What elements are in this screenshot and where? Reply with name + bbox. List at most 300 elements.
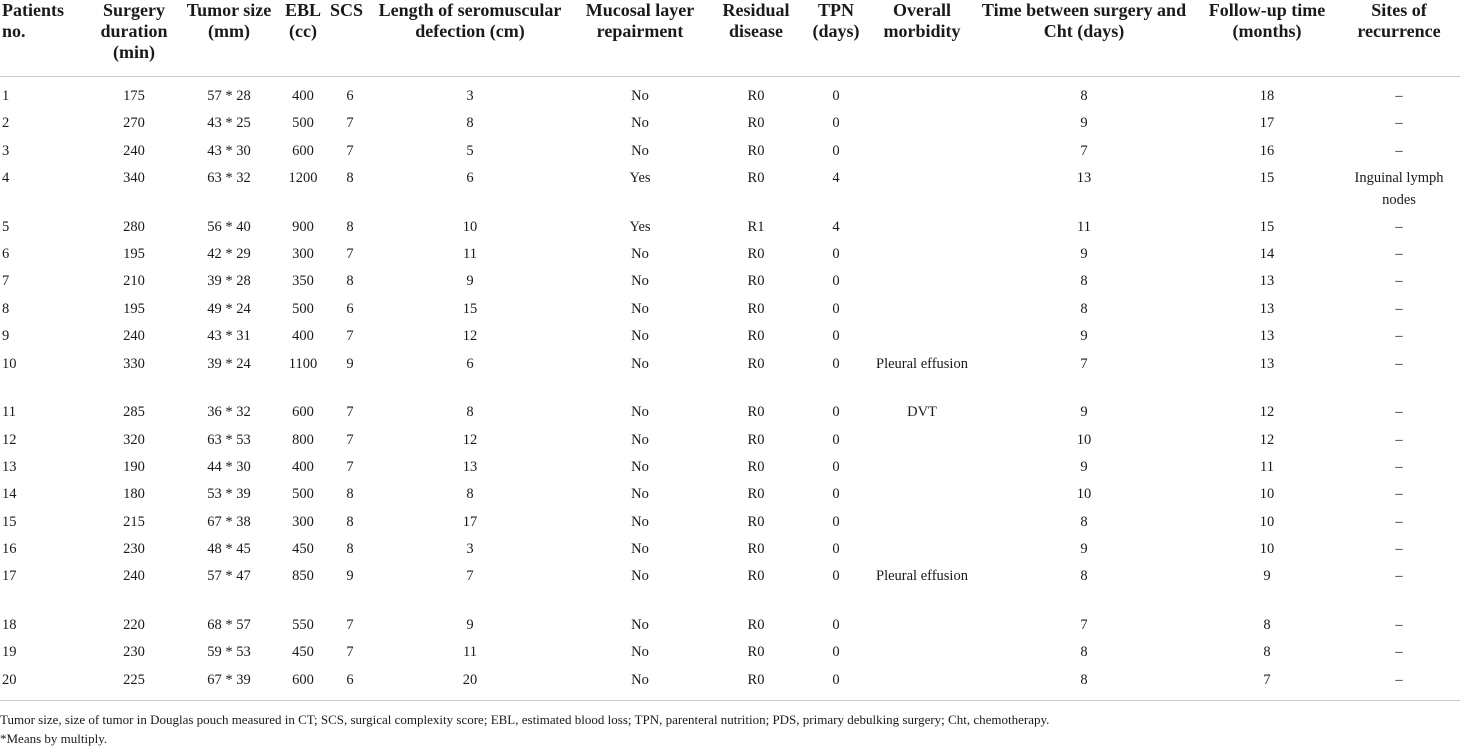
table-footnotes: [0, 710, 1460, 748]
table-cell: 15: [2, 513, 17, 530]
table-cell: 7: [346, 142, 354, 159]
table-cell: 0: [832, 88, 840, 104]
table-cell: [872, 299, 972, 326]
table-cell: 0: [832, 513, 840, 530]
table-cell: 6: [346, 300, 354, 317]
table-row: [0, 354, 1460, 403]
table-cell: 0: [832, 246, 840, 263]
table-cell: 215: [123, 513, 145, 530]
table-cell: [872, 512, 972, 539]
table-cell: R0: [747, 616, 765, 633]
table-cell: No: [631, 115, 649, 132]
table-cell: 12: [1259, 431, 1275, 448]
table-cell: 0: [832, 115, 840, 132]
table-cell: 63 * 32: [207, 170, 251, 187]
table-cell: 59 * 53: [207, 644, 251, 661]
table-cell: 500: [292, 486, 314, 503]
table-cell: 600: [292, 671, 314, 688]
table-cell: 43 * 31: [207, 328, 251, 345]
table-cell: 14: [1259, 246, 1275, 263]
table-cell: R0: [747, 115, 765, 132]
table-cell: 11: [463, 246, 477, 263]
table-cell: 8: [1080, 273, 1088, 290]
table-cell: Inguinal lymph nodes: [1354, 170, 1444, 208]
table-row: [0, 642, 1460, 669]
table-cell: [872, 244, 972, 271]
table-cell: 8: [346, 486, 354, 503]
table-cell: [872, 484, 972, 511]
table-row: [0, 670, 1460, 700]
table-cell: –: [1395, 458, 1403, 475]
header-surgery-duration: Surgery duration (min): [100, 0, 168, 62]
header-patients-no: Patients no.: [2, 0, 64, 41]
table-cell: 7: [1263, 671, 1271, 688]
header-tpn: TPN (days): [812, 0, 860, 41]
table-row: [0, 566, 1460, 615]
table-cell: 8: [346, 170, 354, 187]
table-cell: 0: [832, 671, 840, 688]
table-cell: 4: [832, 170, 840, 187]
header-tumor-size: Tumor size (mm): [186, 0, 272, 41]
table-cell: 9: [1080, 541, 1088, 558]
table-cell: 500: [292, 115, 314, 132]
table-cell: 14: [2, 486, 17, 503]
table-cell: 11: [1077, 218, 1091, 235]
table-cell: R0: [747, 142, 765, 159]
table-cell: 1200: [288, 170, 318, 187]
table-cell: 340: [123, 170, 145, 187]
table-cell: [872, 271, 972, 298]
table-cell: 15: [462, 300, 478, 317]
table-cell: [872, 430, 972, 457]
table-cell: 18: [2, 616, 17, 633]
table-cell: 17: [2, 568, 17, 585]
table-cell: 8: [346, 218, 354, 235]
table-cell: 8: [346, 513, 354, 530]
table-cell: [872, 670, 972, 700]
header-seromuscular-length: Length of seromuscular defection (cm): [378, 0, 562, 41]
table-cell: No: [631, 644, 649, 661]
table-cell: –: [1395, 541, 1403, 558]
table-cell: 9: [2, 328, 10, 345]
table-cell: 600: [292, 142, 314, 159]
table-cell: 1100: [288, 355, 318, 372]
table-cell: 7: [346, 404, 354, 421]
table-cell: Yes: [629, 170, 651, 187]
table-cell: 8: [1080, 88, 1088, 104]
table-cell: 13: [1259, 273, 1275, 290]
table-cell: 0: [832, 431, 840, 448]
table-cell: 0: [832, 404, 840, 421]
spacer-row: [0, 76, 1460, 86]
table-cell: 0: [832, 355, 840, 372]
table-cell: No: [631, 246, 649, 263]
table-cell: R0: [747, 513, 765, 530]
table-cell: No: [631, 568, 649, 585]
table-cell: 13: [462, 458, 478, 475]
table-cell: Pleural effusion: [876, 355, 968, 372]
table-cell: 9: [1080, 246, 1088, 263]
table-row: [0, 457, 1460, 484]
table-cell: [872, 457, 972, 484]
table-cell: No: [631, 355, 649, 372]
table-cell: 17: [462, 513, 478, 530]
table-cell: 6: [346, 88, 354, 104]
table-cell: 7: [1080, 355, 1088, 372]
table-cell: –: [1395, 300, 1403, 317]
table-cell: 5: [466, 142, 474, 159]
table-cell: No: [631, 513, 649, 530]
table-cell: 0: [832, 541, 840, 558]
table-cell: 43 * 25: [207, 115, 251, 132]
table-cell: 36 * 32: [207, 404, 251, 421]
table-cell: 7: [346, 644, 354, 661]
table-bottom-rule: [0, 700, 1460, 701]
table-cell: 8: [1080, 568, 1088, 585]
table-cell: No: [631, 273, 649, 290]
table-cell: No: [631, 300, 649, 317]
table-cell: R0: [747, 431, 765, 448]
table-cell: No: [631, 616, 649, 633]
table-cell: 3: [2, 142, 10, 159]
table-cell: 900: [292, 218, 314, 235]
table-cell: No: [631, 142, 649, 159]
table-cell: 20: [462, 671, 478, 688]
table-cell: 600: [292, 404, 314, 421]
table-row: [0, 430, 1460, 457]
table-cell: 12: [462, 431, 478, 448]
table-cell: 9: [1263, 568, 1271, 585]
table-cell: 4: [2, 170, 10, 187]
table-cell: 9: [466, 273, 474, 290]
table-body: [0, 76, 1460, 700]
table-cell: 300: [292, 246, 314, 263]
table-cell: 11: [1260, 458, 1274, 475]
table-cell: 67 * 39: [207, 671, 251, 688]
table-cell: Yes: [629, 218, 651, 235]
table-cell: 8: [1263, 644, 1271, 661]
table-cell: [872, 86, 972, 113]
table-cell: 0: [832, 644, 840, 661]
header-recurrence-sites: Sites of recurrence: [1357, 0, 1441, 41]
table-cell: 0: [832, 300, 840, 317]
footnote-abbreviations: Tumor size, size of tumor in Douglas pouch measured in CT; SCS, surgical complexity score; EBL, estimated blood loss; TPN, parenteral nutrition; PDS, primary debulking surgery; Cht, chemotherapy.: [0, 712, 1050, 727]
table-row: [0, 539, 1460, 566]
table-cell: 210: [123, 273, 145, 290]
table-cell: [872, 141, 972, 168]
header-scs: SCS: [330, 0, 364, 20]
table-cell: 7: [346, 616, 354, 633]
table-cell: 7: [1080, 616, 1088, 633]
table-cell: 240: [123, 142, 145, 159]
spacer-cell: [0, 76, 1460, 86]
table-row: [0, 86, 1460, 113]
table-cell: 240: [123, 328, 145, 345]
table-row: [0, 402, 1460, 429]
table-cell: 48 * 45: [207, 541, 251, 558]
table-cell: [872, 326, 972, 353]
table-cell: 230: [123, 541, 145, 558]
table-cell: –: [1395, 671, 1403, 688]
table-cell: 13: [1076, 170, 1092, 187]
header-time-to-cht: Time between surgery and Cht (days): [981, 0, 1187, 41]
header-row: [0, 0, 1460, 76]
table-cell: 10: [1259, 513, 1275, 530]
table-row: [0, 271, 1460, 298]
table-row: [0, 326, 1460, 353]
table-cell: 0: [832, 458, 840, 475]
table-cell: 11: [463, 644, 477, 661]
table-cell: 400: [292, 328, 314, 345]
table-cell: 7: [466, 568, 474, 585]
table-cell: [872, 113, 972, 140]
table-cell: 7: [346, 431, 354, 448]
table-cell: R0: [747, 568, 765, 585]
table-cell: 9: [1080, 404, 1088, 421]
table-cell: R1: [747, 218, 765, 235]
table-cell: 9: [1080, 328, 1088, 345]
table-cell: –: [1395, 115, 1403, 132]
table-cell: No: [631, 671, 649, 688]
table-cell: R0: [747, 486, 765, 503]
table-cell: Pleural effusion: [876, 568, 968, 585]
table-cell: 400: [292, 88, 314, 104]
table-cell: R0: [747, 404, 765, 421]
table-cell: R0: [747, 88, 765, 104]
table-cell: 39 * 28: [207, 273, 251, 290]
table-cell: 800: [292, 431, 314, 448]
table-cell: 300: [292, 513, 314, 530]
table-cell: R0: [747, 300, 765, 317]
table-cell: 63 * 53: [207, 431, 251, 448]
table-cell: 39 * 24: [207, 355, 251, 372]
table-cell: 8: [346, 273, 354, 290]
table-row: [0, 113, 1460, 140]
table-cell: –: [1395, 431, 1403, 448]
table-cell: –: [1395, 404, 1403, 421]
table-cell: 15: [1259, 170, 1275, 187]
table-cell: 10: [462, 218, 478, 235]
table-cell: 44 * 30: [207, 458, 251, 475]
table-cell: 8: [466, 486, 474, 503]
table-cell: 400: [292, 458, 314, 475]
header-overall-morbidity: Overall morbidity: [883, 0, 961, 41]
table-cell: –: [1395, 88, 1403, 104]
table-cell: 12: [2, 431, 17, 448]
table-cell: 320: [123, 431, 145, 448]
header-ebl: EBL (cc): [284, 0, 322, 41]
table-cell: 7: [346, 246, 354, 263]
table-cell: 8: [1080, 513, 1088, 530]
table-cell: 9: [1080, 458, 1088, 475]
table-cell: 3: [466, 541, 474, 558]
table-cell: 8: [2, 300, 10, 317]
table-cell: 10: [1259, 486, 1275, 503]
table-cell: 195: [123, 300, 145, 317]
table-row: [0, 299, 1460, 326]
table-cell: 13: [1259, 300, 1275, 317]
table-cell: 450: [292, 644, 314, 661]
table-cell: [872, 642, 972, 669]
table-cell: 180: [123, 486, 145, 503]
table-cell: R0: [747, 273, 765, 290]
table-cell: 11: [2, 404, 16, 421]
header-residual-disease: Residual disease: [722, 0, 790, 41]
table-cell: 67 * 38: [207, 513, 251, 530]
table-cell: 9: [346, 568, 354, 585]
table-cell: 6: [346, 671, 354, 688]
table-cell: 16: [2, 541, 17, 558]
table-cell: 500: [292, 300, 314, 317]
table-cell: 17: [1259, 115, 1275, 132]
table-cell: 6: [466, 355, 474, 372]
table-cell: R0: [747, 541, 765, 558]
table-cell: 12: [1259, 404, 1275, 421]
table-cell: –: [1395, 644, 1403, 661]
table-row: [0, 615, 1460, 642]
table-cell: –: [1395, 273, 1403, 290]
table-cell: 3: [466, 88, 474, 104]
table-cell: 0: [832, 142, 840, 159]
table-cell: R0: [747, 458, 765, 475]
table-cell: –: [1395, 513, 1403, 530]
table-cell: 13: [2, 458, 17, 475]
table-cell: 13: [1259, 328, 1275, 345]
header-mucosal-repair: Mucosal layer repairment: [585, 0, 695, 41]
table-cell: 8: [1080, 671, 1088, 688]
table-cell: R0: [747, 644, 765, 661]
table-cell: 175: [123, 88, 145, 104]
table-cell: –: [1395, 568, 1403, 585]
table-cell: 240: [123, 568, 145, 585]
table-cell: R0: [747, 246, 765, 263]
table-cell: 8: [346, 541, 354, 558]
table-row: [0, 168, 1460, 217]
table-cell: 8: [1080, 644, 1088, 661]
table-row: [0, 484, 1460, 511]
table-cell: 19: [2, 644, 17, 661]
table-cell: 68 * 57: [207, 616, 251, 633]
table-cell: 9: [1080, 115, 1088, 132]
table-cell: 350: [292, 273, 314, 290]
table-row: [0, 217, 1460, 244]
table-cell: 8: [466, 404, 474, 421]
table-cell: 6: [466, 170, 474, 187]
table-cell: 43 * 30: [207, 142, 251, 159]
table-cell: 850: [292, 568, 314, 585]
table-cell: –: [1395, 142, 1403, 159]
table-cell: 0: [832, 273, 840, 290]
table-cell: 13: [1259, 355, 1275, 372]
table-cell: –: [1395, 616, 1403, 633]
table-cell: –: [1395, 486, 1403, 503]
table-cell: No: [631, 541, 649, 558]
table-cell: –: [1395, 328, 1403, 345]
table-cell: 8: [1263, 616, 1271, 633]
table-cell: 10: [1259, 541, 1275, 558]
table-cell: 195: [123, 246, 145, 263]
table-cell: 42 * 29: [207, 246, 251, 263]
table-cell: 6: [2, 246, 10, 263]
table-cell: 16: [1259, 142, 1275, 159]
table-row: [0, 141, 1460, 168]
table-cell: R0: [747, 355, 765, 372]
table-cell: [872, 217, 972, 244]
table-cell: 0: [832, 616, 840, 633]
table-cell: [872, 539, 972, 566]
table-cell: 230: [123, 644, 145, 661]
table-cell: 8: [466, 115, 474, 132]
table-cell: 2: [2, 115, 10, 132]
table-cell: 225: [123, 671, 145, 688]
table-cell: 12: [462, 328, 478, 345]
table-cell: No: [631, 88, 649, 104]
table-cell: No: [631, 404, 649, 421]
table-cell: 56 * 40: [207, 218, 251, 235]
table-cell: –: [1395, 355, 1403, 372]
table-cell: 49 * 24: [207, 300, 251, 317]
table-cell: 10: [1076, 431, 1092, 448]
table-cell: R0: [747, 170, 765, 187]
table-cell: 0: [832, 568, 840, 585]
table-row: [0, 512, 1460, 539]
table-cell: 53 * 39: [207, 486, 251, 503]
table-cell: 10: [2, 355, 17, 372]
table-cell: 4: [832, 218, 840, 235]
table-cell: R0: [747, 671, 765, 688]
table-cell: –: [1395, 218, 1403, 235]
table-cell: No: [631, 458, 649, 475]
table-cell: 8: [1080, 300, 1088, 317]
table-cell: 20: [2, 671, 17, 688]
table-cell: R0: [747, 328, 765, 345]
table-cell: No: [631, 328, 649, 345]
table-cell: 7: [1080, 142, 1088, 159]
table-cell: –: [1395, 246, 1403, 263]
table-row: [0, 244, 1460, 271]
table-cell: 10: [1076, 486, 1092, 503]
table-cell: 1: [2, 88, 10, 104]
table-cell: 0: [832, 486, 840, 503]
table-cell: 450: [292, 541, 314, 558]
table-cell: 220: [123, 616, 145, 633]
table-cell: 330: [123, 355, 145, 372]
table-cell: 57 * 28: [207, 88, 251, 104]
table-cell: 280: [123, 218, 145, 235]
table-cell: 9: [346, 355, 354, 372]
table-cell: 15: [1259, 218, 1275, 235]
table-cell: 0: [832, 328, 840, 345]
table-cell: 5: [2, 218, 10, 235]
table-cell: 9: [466, 616, 474, 633]
table-cell: 190: [123, 458, 145, 475]
table-cell: No: [631, 486, 649, 503]
table-cell: No: [631, 431, 649, 448]
table-cell: [872, 168, 972, 217]
table-cell: 7: [346, 458, 354, 475]
table-cell: 57 * 47: [207, 568, 251, 585]
table-cell: 18: [1259, 88, 1275, 104]
table-cell: 270: [123, 115, 145, 132]
header-follow-up: Follow-up time (months): [1208, 0, 1326, 41]
table-cell: 550: [292, 616, 314, 633]
footnote-multiply: *Means by multiply.: [0, 731, 108, 746]
table-cell: 285: [123, 404, 145, 421]
table-cell: [872, 615, 972, 642]
table-cell: 7: [346, 328, 354, 345]
table-cell: 7: [346, 115, 354, 132]
table-cell: DVT: [907, 404, 937, 421]
